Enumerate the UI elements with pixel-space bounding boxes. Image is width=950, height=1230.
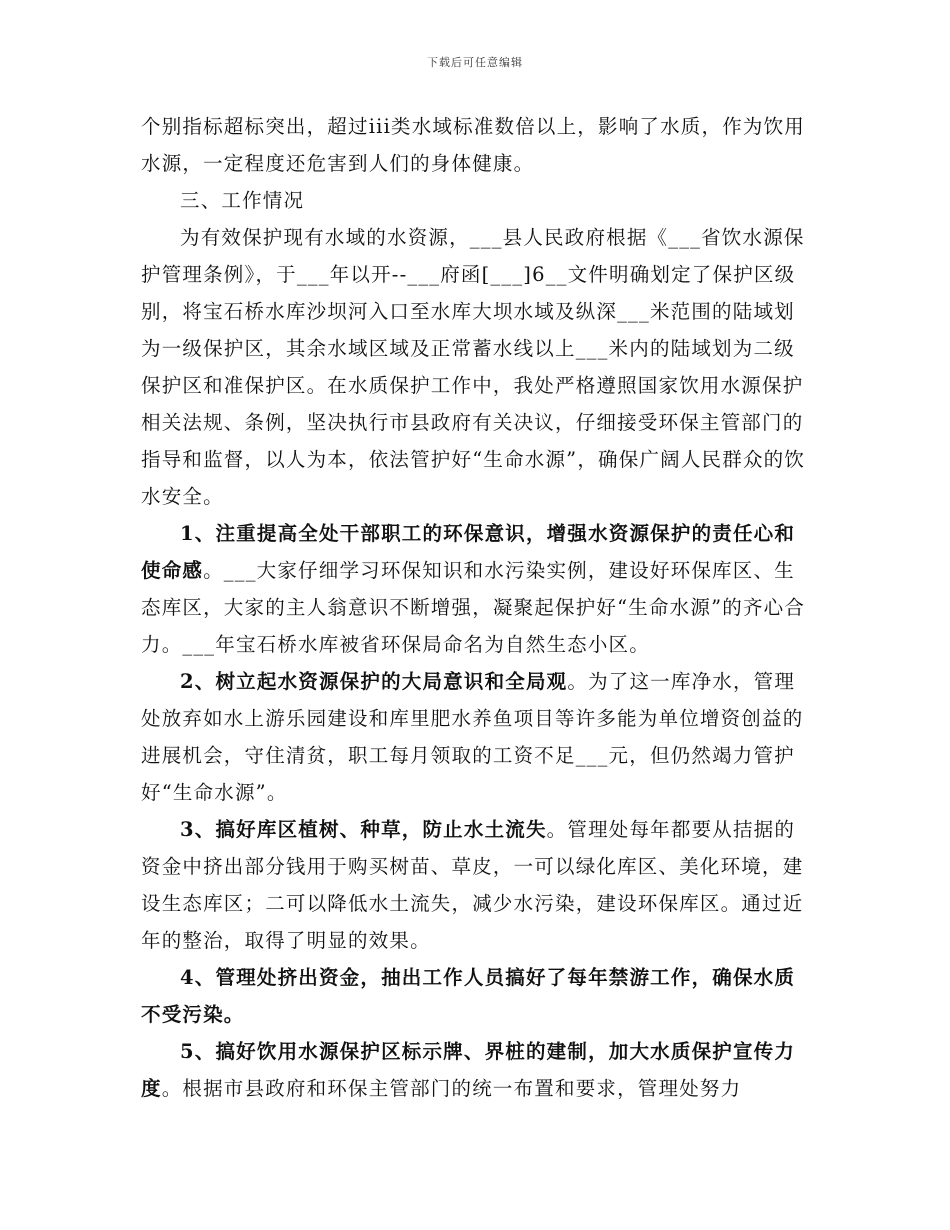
list-item-3-heading: 3、搞好库区植树、种草，防止水土流失 <box>180 818 547 841</box>
list-item-3-text: 。管理处每年都要从拮据的资金中挤出部分钱用于购买树苗、草皮，一可以绿化库区、美化环境，建设生态库区；二可以降低水土流失，减少水污染，建设环保库区。通过近年的整治，取得了明显的效果。 <box>141 818 804 952</box>
list-item-3 <box>141 811 813 959</box>
list-item-1-text: 。___大家仔细学习环保知识和水污染实例，建设好环保库区、生态库区，大家的主人翁意识不断增强，凝聚起保护好“生命水源”的齐心合力。___年宝石桥水库被省环保局命名为自然生态小区。 <box>141 559 806 656</box>
list-item-5-text: 。根据市县政府和环保主管部门的统一布置和要求，管理处努力 <box>161 1077 742 1100</box>
section-heading: 三、工作情况 <box>180 189 305 212</box>
list-item-2-heading: 2、树立起水资源保护的大局意识和全局观 <box>180 670 568 693</box>
paragraph-overview: 为有效保护现有水域的水资源，___县人民政府根据《___省饮水源保护管理条例》，于___年以开--___府函[___]6__文件明确划定了保护区级别，将宝石桥水库沙坝河入口至水库大坝水域及纵深___米范围的陆域划为一级保护区，其余水域区域及正常蓄水线以上___米内的陆域划为二级保护区和准保护区。在水质保护工作中，我处严格遵照国家饮用水源保护相关法规、条例，坚决执行市县政府有关决议，仔细接受环保主管部门的指导和监督，以人为本，依法管护好“生命水源”，确保广阔人民群众的饮水安全。 <box>141 226 806 508</box>
page-header-note: 下载后可任意编辑 <box>427 56 523 69</box>
list-item-4 <box>141 959 813 1033</box>
document-body <box>141 108 813 1107</box>
list-item-1-heading: 1、注重提高全处干部职工的环保意识，增强水资源保护的责任心和使命感 <box>141 522 796 582</box>
list-item-5 <box>141 1033 813 1107</box>
list-item-1 <box>141 515 813 663</box>
list-item-5-heading: 5、搞好饮用水源保护区标示牌、界桩的建制，加大水质保护宣传力度 <box>141 1040 796 1100</box>
list-item-2-text: 。为了这一库净水，管理处放弃如水上游乐园建设和库里肥水养鱼项目等许多能为单位增资创益的进展机会，守住清贫，职工每月领取的工资不足___元，但仍然竭力管护好“生命水源”。 <box>141 670 804 804</box>
list-item-4-heading: 4、管理处挤出资金，抽出工作人员搞好了每年禁游工作，确保水质不受污染。 <box>141 966 796 1026</box>
list-item-2 <box>141 663 813 811</box>
paragraph-continuation: 个别指标超标突出，超过iii类水域标准数倍以上，影响了水质，作为饮用水源，一定程度还危害到人们的身体健康。 <box>141 115 806 175</box>
